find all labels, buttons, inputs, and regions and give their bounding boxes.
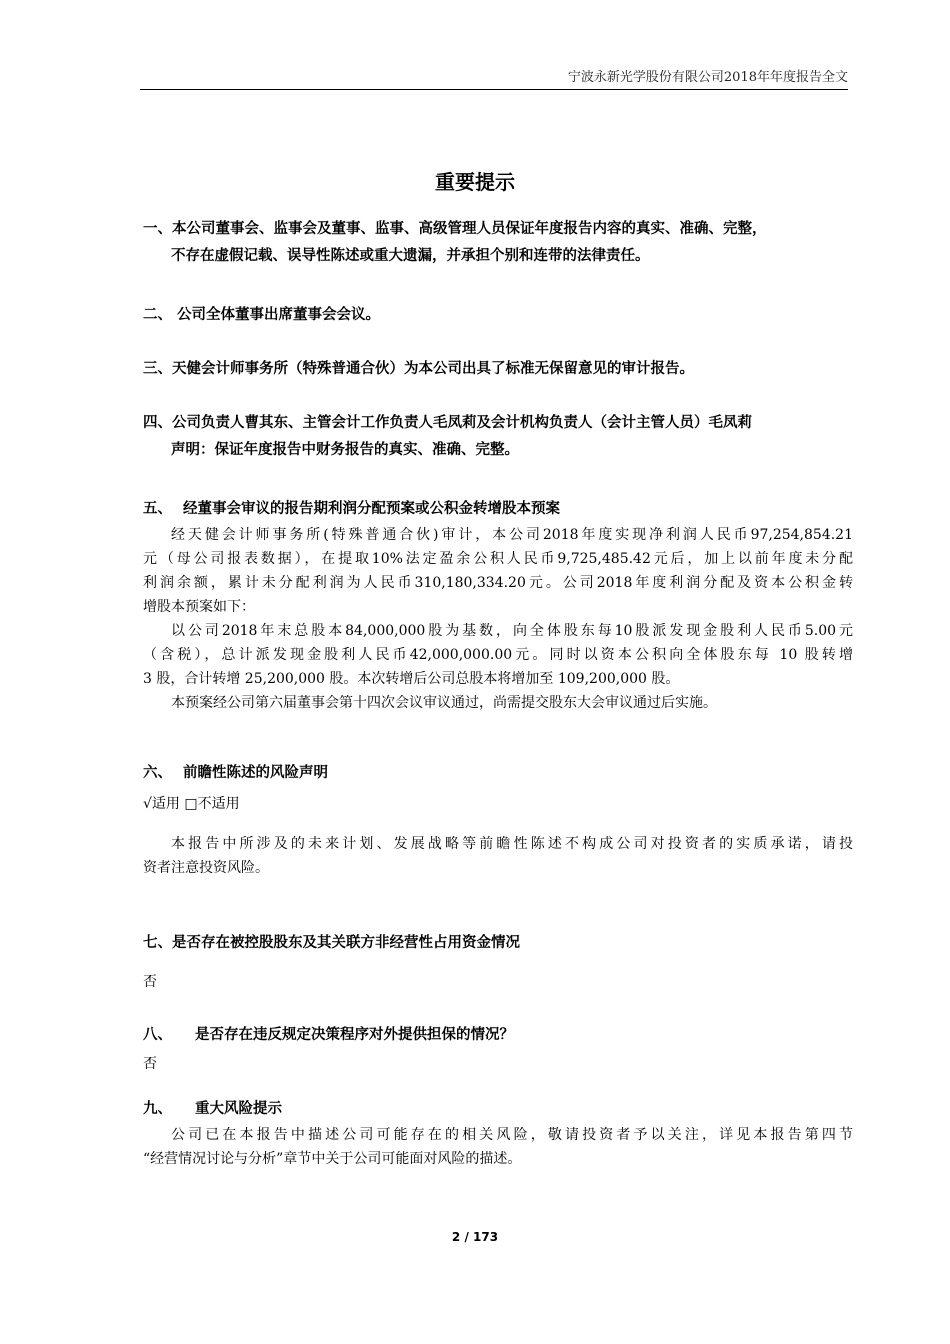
paragraph-line: 以公司2018年末总股本84,000,000股为基数，向全体股东每10股派发现金股利人民币5.00元 [171,623,853,639]
section-nine-heading [143,1096,853,1123]
section-six-number: 六、 [143,765,172,781]
paragraph-line: “经营情况讨论与分析”章节中关于公司可能面对风险的描述。 [143,1151,522,1167]
section-five-number: 五、 [143,501,172,517]
section-nine [143,1096,853,1171]
page-title: 重要提示 [435,170,515,194]
paragraph-line: 元（母公司报表数据），在提取10%法定盈余公积人民币9,725,485.42元后，加上以前年度未分配 [143,551,853,567]
header-divider [140,89,848,90]
section-one-line2: 不存在虚假记载、误导性陈述或重大遗漏，并承担个别和连带的法律责任。 [171,248,650,264]
paragraph-line: 本预案经公司第六届董事会第十四次会议审议通过，尚需提交股东大会审议通过后实施。 [171,695,717,711]
section-six-heading [143,760,853,787]
section-seven-answer: 否 [143,974,157,990]
section-three-text: 三、天健会计师事务所（特殊普通合伙）为本公司出具了标准无保留意见的审计报告。 [143,361,694,377]
paragraph-line: 本报告中所涉及的未来计划、发展战略等前瞻性陈述不构成公司对投资者的实质承诺，请投 [171,836,853,852]
section-two-text: 二、 公司全体董事出席董事会会议。 [143,307,381,323]
section-five-heading [143,496,853,523]
section-two [143,302,853,329]
section-eight-number: 八、 [143,1027,172,1043]
paragraph-line: 公司已在本报告中描述公司可能存在的相关风险，敬请投资者予以关注，详见本报告第四节 [171,1127,853,1143]
section-six-title: 前瞻性陈述的风险声明 [183,765,328,781]
section-five-title: 经董事会审议的报告期利润分配预案或公积金转增股本预案 [183,501,560,517]
section-nine-paragraph [143,1123,853,1171]
paragraph-line: 增股本预案如下： [143,599,255,615]
paragraph-line: 3 股，合计转增 25,200,000 股。本次转增后公司总股本将增加至 109,200,000 股。 [143,671,680,687]
section-four [143,410,853,464]
section-five [143,496,853,715]
section-six-paragraph [143,832,853,880]
section-eight-title: 是否存在违反规定决策程序对外提供担保的情况？ [195,1027,514,1043]
section-one-line1: 一、本公司董事会、监事会及董事、监事、高级管理人员保证年度报告内容的真实、准确、完整， [143,221,767,237]
paragraph-line: （含税），总计派发现金股利人民币42,000,000.00元。同时以资本公积向全体股东每 10 股转增 [143,647,853,663]
section-eight [143,1022,853,1078]
section-one [143,216,853,270]
section-seven [143,930,853,996]
section-four-line1: 四、公司负责人曹其东、主管会计工作负责人毛凤莉及会计机构负责人（会计主管人员）毛凤莉 [143,415,752,431]
section-five-paragraph-1 [143,523,853,619]
section-three [143,356,853,383]
paragraph-line: 资者注意投资风险。 [143,860,269,876]
section-four-line2: 声明：保证年度报告中财务报告的真实、准确、完整。 [171,442,519,458]
section-nine-number: 九、 [143,1101,172,1117]
paragraph-line: 经天健会计师事务所(特殊普通合伙)审计，本公司2018年度实现净利润人民币97,254,854.21 [171,527,853,543]
running-header: 宁波永新光学股份有限公司2018年年度报告全文 [567,70,848,85]
section-eight-answer: 否 [143,1056,157,1072]
page-number: 2 / 173 [451,1230,499,1244]
applicability-checkbox: √适用 □不适用 [143,796,240,812]
section-eight-heading [143,1022,853,1049]
section-six [143,760,853,880]
section-seven-heading: 七、是否存在被控股股东及其关联方非经营性占用资金情况 [143,935,520,951]
section-nine-title: 重大风险提示 [195,1101,282,1117]
section-five-paragraph-2 [143,619,853,691]
paragraph-line: 利润余额，累计未分配利润为人民币310,180,334.20元。公司2018年度利润分配及资本公积金转 [143,575,853,591]
section-five-paragraph-3 [143,691,853,715]
